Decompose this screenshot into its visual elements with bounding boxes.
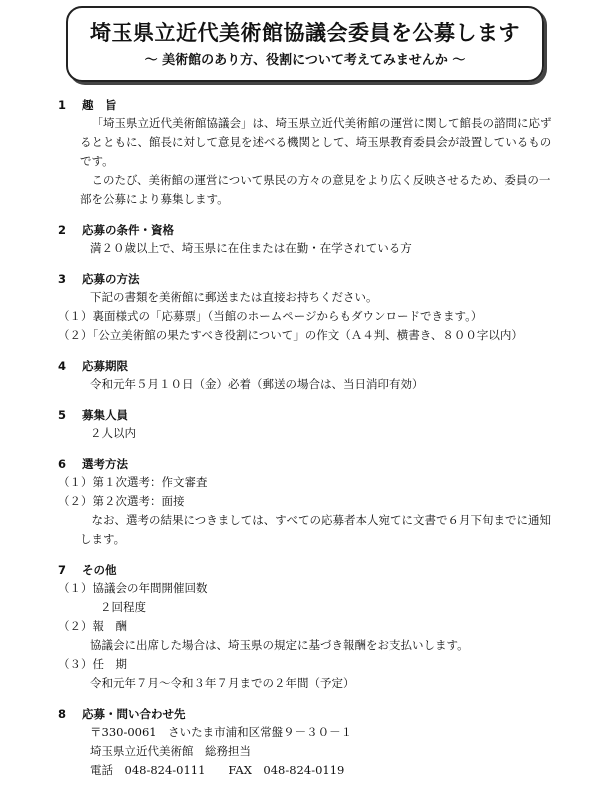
list-item-detail: 令和元年７月～令和３年７月までの２年間（予定）	[90, 676, 355, 690]
section-title: 応募・問い合わせ先	[82, 707, 186, 721]
section-number: 3	[58, 272, 67, 286]
section-number: 5	[58, 408, 67, 422]
section-other	[58, 561, 558, 693]
section-number-of-members	[58, 406, 558, 443]
section-heading	[58, 455, 558, 473]
paragraph: 「埼玉県立近代美術館協議会」は、埼玉県立近代美術館の運営に関して館長の諮問に応ずるとともに、館長に対して意見を述べる機関として、埼玉県教育委員会が設置しているものです。	[80, 116, 552, 168]
section-title: 応募期限	[82, 359, 128, 373]
section-title: その他	[82, 563, 117, 577]
section-deadline	[58, 357, 558, 394]
section-heading	[58, 705, 558, 723]
section-heading	[58, 270, 558, 288]
selection-note: なお、選考の結果につきましては、すべての応募者本人宛てに文書で６月下旬までに通知します。	[80, 513, 552, 546]
method-intro: 下記の書類を美術館に郵送または直接お持ちください。	[90, 290, 378, 304]
section-heading	[58, 357, 558, 375]
contact-phone-fax: 電話 048-824-0111 FAX 048-824-0119	[90, 763, 345, 777]
list-item: （２）報 酬	[58, 619, 127, 633]
section-number: 4	[58, 359, 67, 373]
section-title: 選考方法	[82, 457, 128, 471]
eligibility-text: 満２０歳以上で、埼玉県に在住または在勤・在学されている方	[90, 241, 412, 255]
section-contact	[58, 705, 558, 780]
list-item: （１）協議会の年間開催回数	[58, 581, 208, 595]
contact-organization: 埼玉県立近代美術館 総務担当	[90, 744, 251, 758]
section-application-method	[58, 270, 558, 345]
section-heading	[58, 96, 558, 114]
section-number: 7	[58, 563, 67, 577]
section-title: 応募の条件・資格	[82, 223, 174, 237]
section-number: 1	[58, 98, 67, 112]
list-item: （１）第１次選考：作文審査	[58, 475, 208, 489]
section-title: 趣 旨	[82, 98, 117, 112]
section-heading	[58, 221, 558, 239]
list-item-detail: 協議会に出席した場合は、埼玉県の規定に基づき報酬をお支払いします。	[90, 638, 469, 652]
list-item: （３）任 期	[58, 657, 127, 671]
members-text: ２人以内	[90, 426, 136, 440]
document-body	[58, 96, 558, 792]
section-number: 2	[58, 223, 67, 237]
deadline-text: 令和元年５月１０日（金）必着（郵送の場合は、当日消印有効）	[90, 377, 424, 391]
section-heading	[58, 561, 558, 579]
title-box	[66, 6, 544, 82]
contact-address: 〒330-0061 さいたま市浦和区常盤９－３０－１	[90, 725, 353, 739]
list-item-detail: ２回程度	[100, 600, 146, 614]
section-purpose	[58, 96, 558, 209]
section-title: 募集人員	[82, 408, 128, 422]
paragraph: このたび、美術館の運営について県民の方々の意見をより広く反映させるため、委員の一部を公募により募集します。	[80, 173, 551, 206]
list-item: （２）第２次選考：面接	[58, 494, 185, 508]
page-subtitle: ～ 美術館のあり方、役割について考えてみませんか ～	[144, 53, 466, 68]
section-number: 8	[58, 707, 67, 721]
section-selection	[58, 455, 558, 549]
section-number: 6	[58, 457, 67, 471]
section-heading	[58, 406, 558, 424]
page-title: 埼玉県立近代美術館協議会委員を公募します	[90, 21, 520, 45]
list-item: （１）裏面様式の「応募票」（当館のホームページからもダウンロードできます。）	[58, 309, 483, 323]
list-item: （２）「公立美術館の果たすべき役割について」の作文（Ａ４判、横書き、８００字以内）	[58, 328, 523, 342]
section-eligibility	[58, 221, 558, 258]
section-title: 応募の方法	[82, 272, 140, 286]
